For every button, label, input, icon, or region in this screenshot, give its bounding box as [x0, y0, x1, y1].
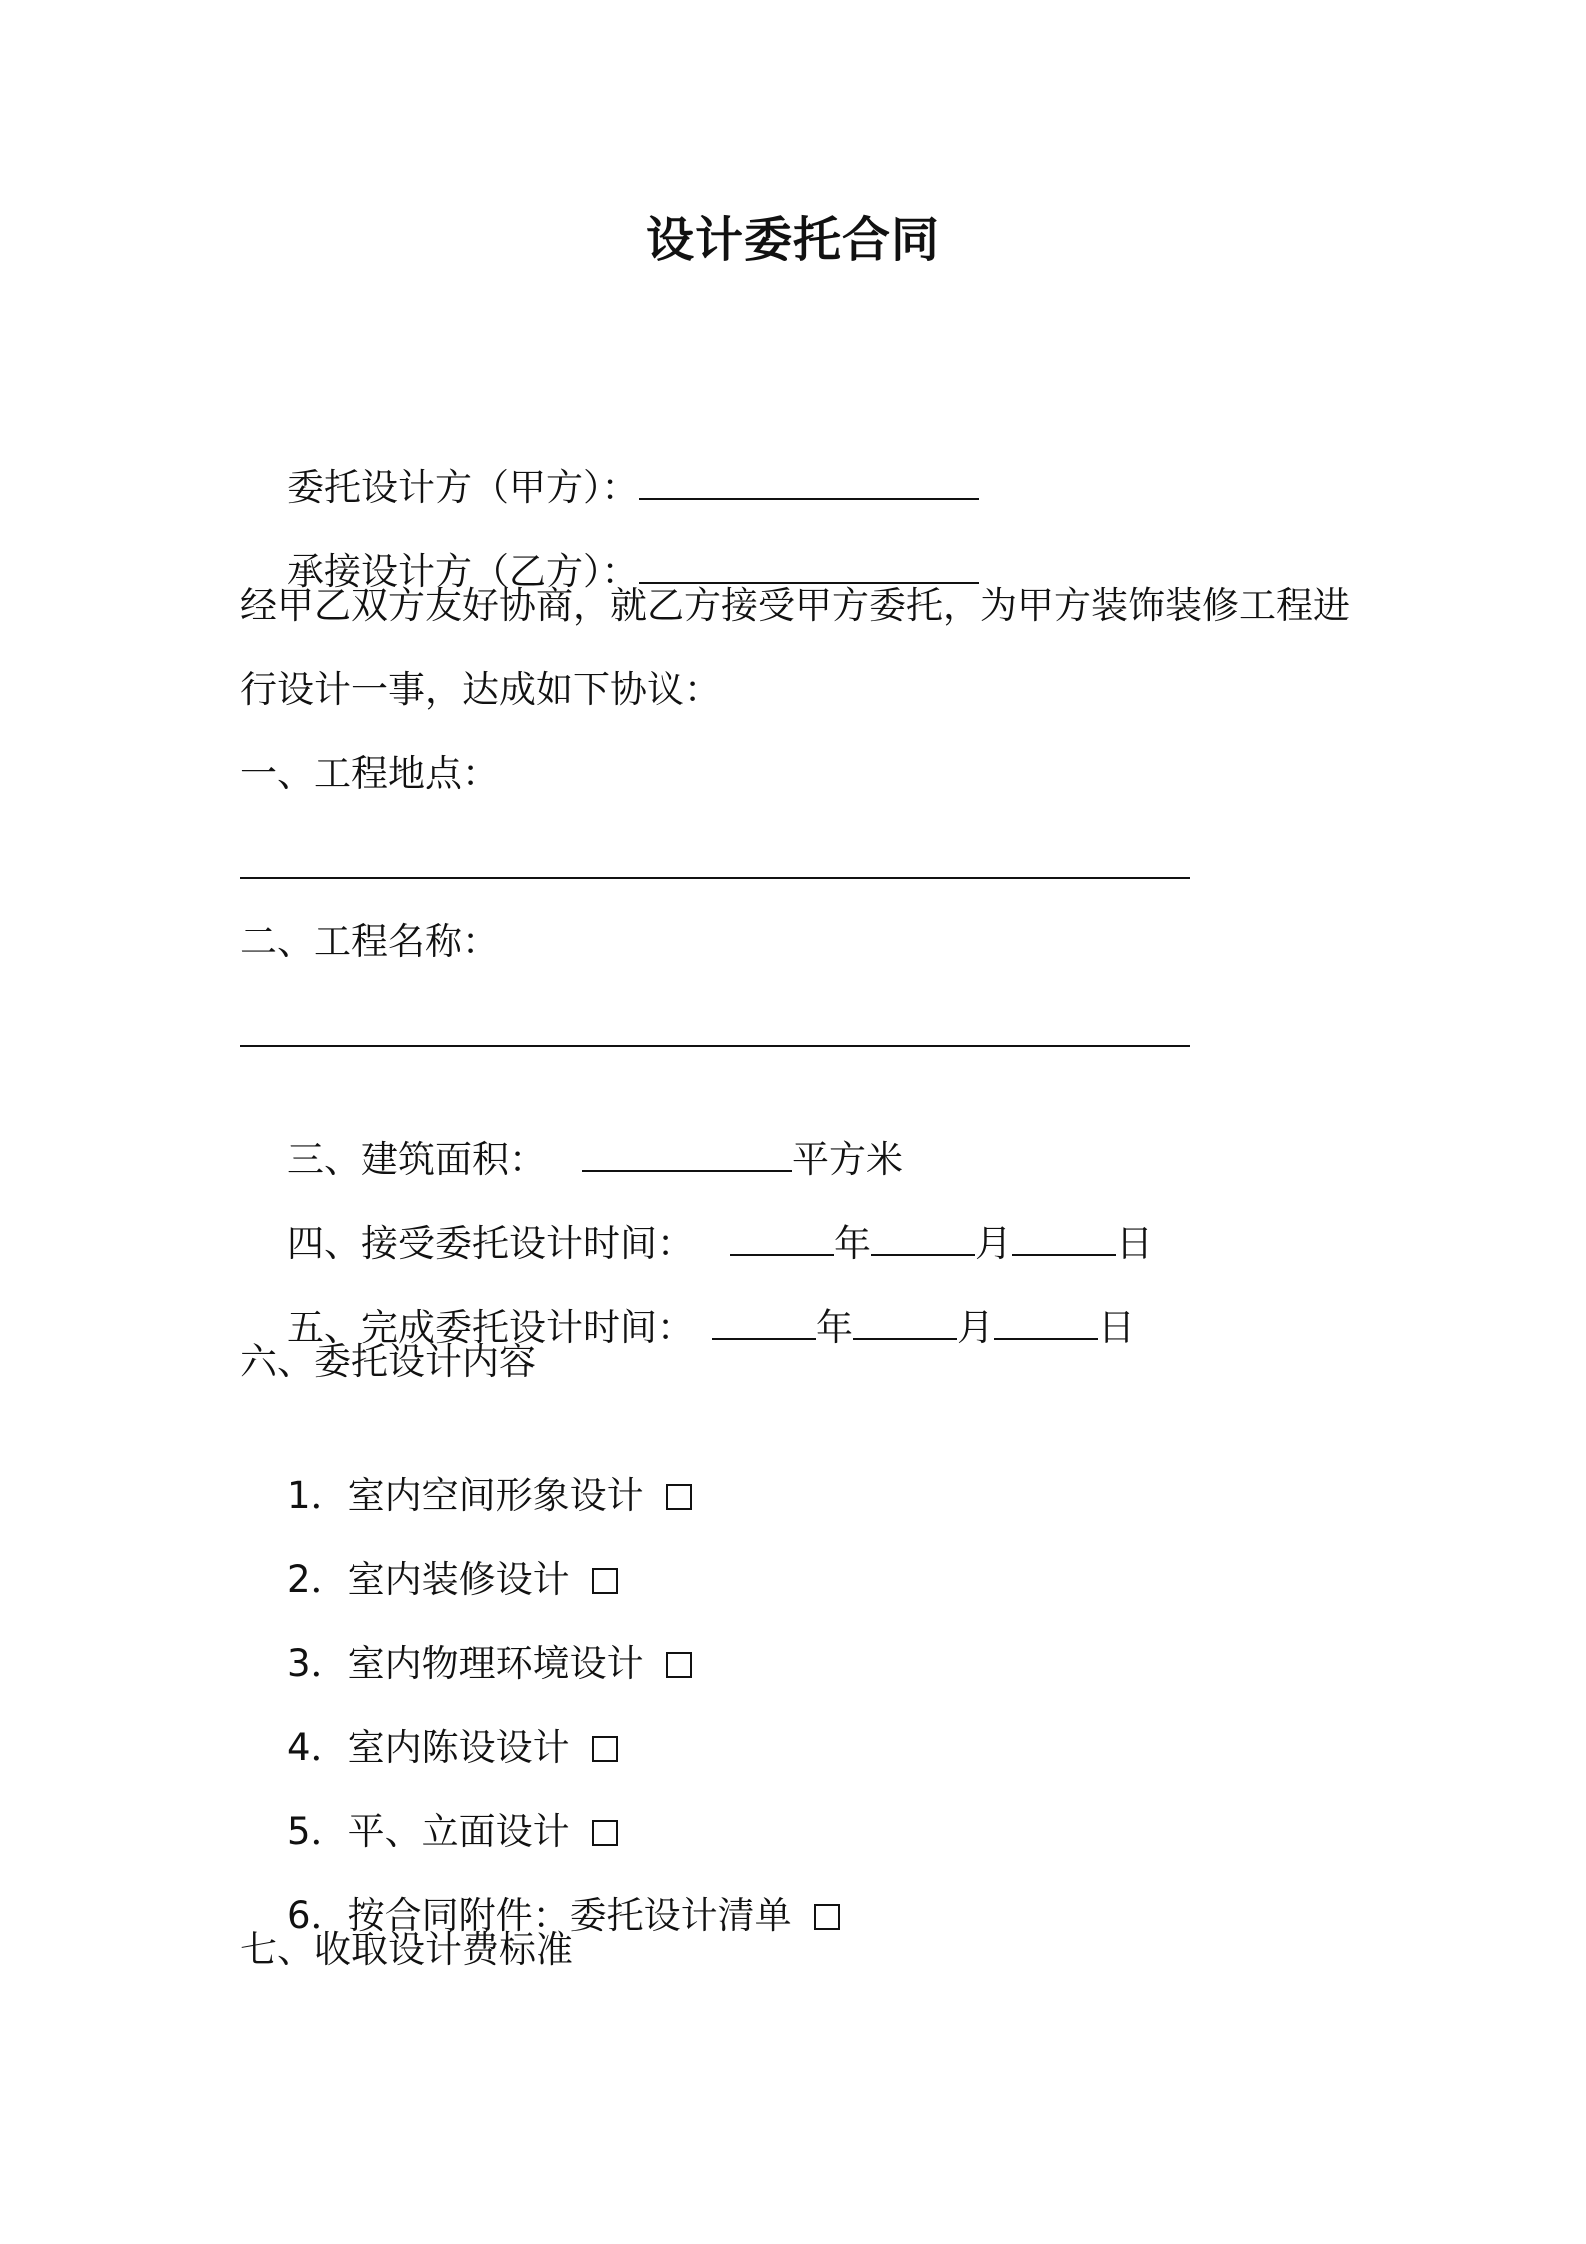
building-area-unit: 平方米	[792, 1138, 904, 1181]
accept-time-label: 四、接受委托设计时间：	[287, 1222, 695, 1265]
party-b-label: 承接设计方（乙方）：	[287, 550, 639, 593]
accept-month-label: 月	[975, 1222, 1013, 1265]
accept-year-label: 年	[834, 1222, 872, 1265]
design-item-6-label: 6．按合同附件：委托设计清单	[287, 1894, 792, 1937]
design-item-6-checkbox[interactable]	[814, 1904, 840, 1930]
complete-day-label: 日	[1098, 1306, 1136, 1349]
section-project-location: 一、工程地点：	[240, 752, 499, 795]
design-item-3-label: 3．室内物理环境设计	[287, 1642, 644, 1685]
complete-year-blank[interactable]	[712, 1304, 816, 1340]
document-title: 设计委托合同	[645, 212, 940, 268]
project-name-blank[interactable]	[240, 1045, 1190, 1047]
section-design-fee: 七、收取设计费标准	[240, 1928, 573, 1971]
building-area-label: 三、建筑面积：	[287, 1138, 547, 1181]
complete-month-blank[interactable]	[853, 1304, 957, 1340]
accept-day-label: 日	[1116, 1222, 1154, 1265]
intro-line-1: 经甲乙双方友好协商，就乙方接受甲方委托，为甲方装饰装修工程进	[240, 584, 1350, 627]
party-a-blank[interactable]	[639, 464, 979, 500]
design-item-5-label: 5．平、立面设计	[287, 1810, 570, 1853]
section-design-content: 六、委托设计内容	[240, 1340, 536, 1383]
party-b-blank[interactable]	[639, 548, 979, 584]
complete-month-label: 月	[957, 1306, 995, 1349]
design-item-2-label: 2．室内装修设计	[287, 1558, 570, 1601]
project-location-blank[interactable]	[240, 877, 1190, 879]
section-project-name: 二、工程名称：	[240, 920, 499, 963]
party-a-label: 委托设计方（甲方）：	[287, 466, 639, 509]
design-item-3-checkbox[interactable]	[666, 1652, 692, 1678]
complete-time-label: 五、完成委托设计时间：	[287, 1306, 695, 1349]
accept-month-blank[interactable]	[871, 1220, 975, 1256]
building-area-blank[interactable]	[582, 1136, 792, 1172]
design-item-4-label: 4．室内陈设设计	[287, 1726, 570, 1769]
accept-year-blank[interactable]	[730, 1220, 834, 1256]
intro-line-2: 行设计一事，达成如下协议：	[240, 668, 721, 711]
complete-day-blank[interactable]	[994, 1304, 1098, 1340]
design-item-1-checkbox[interactable]	[666, 1484, 692, 1510]
complete-year-label: 年	[816, 1306, 854, 1349]
design-item-1-label: 1．室内空间形象设计	[287, 1474, 644, 1517]
accept-day-blank[interactable]	[1012, 1220, 1116, 1256]
